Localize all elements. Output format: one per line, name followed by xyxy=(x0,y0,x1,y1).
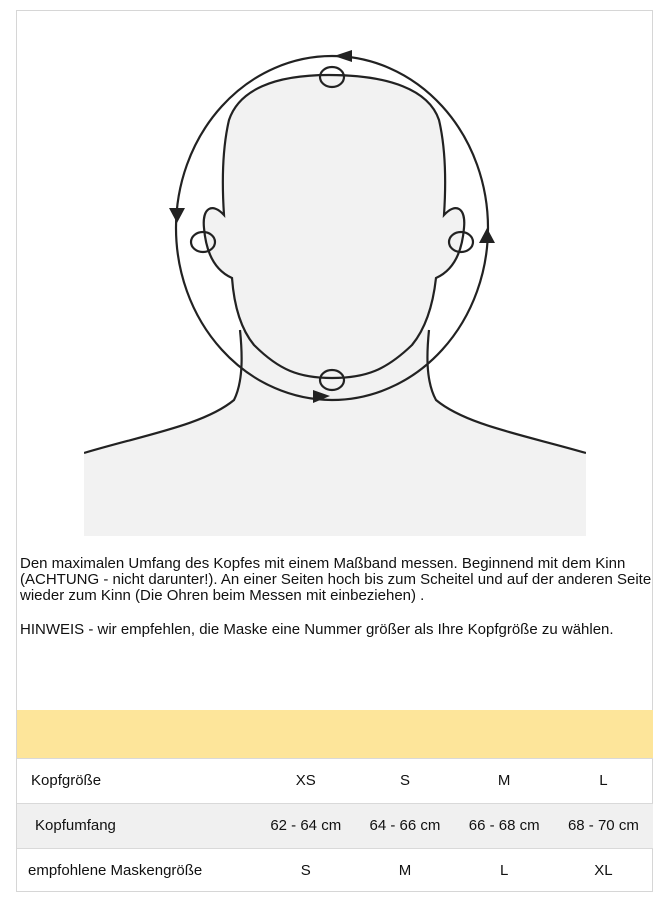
row-label: Kopfumfang xyxy=(35,817,116,834)
cell: S xyxy=(399,772,410,789)
cell: L xyxy=(500,862,509,880)
arrow-right xyxy=(479,228,495,243)
cell: L xyxy=(599,772,608,789)
table-row xyxy=(17,758,653,803)
cell: M xyxy=(497,772,511,789)
cell: 66 - 68 cm xyxy=(468,817,540,834)
table-row xyxy=(17,848,653,893)
row-label: Kopfgröße xyxy=(31,772,102,789)
arrow-top xyxy=(334,50,352,62)
cell: 68 - 70 cm xyxy=(567,817,639,834)
row-label: empfohlene Maskengröße xyxy=(28,862,203,880)
cell: M xyxy=(398,862,412,880)
table-row xyxy=(17,803,653,848)
size-hint: HINWEIS - wir empfehlen, die Maske eine Nummer größer als Ihre Kopfgröße zu wählen. xyxy=(20,621,614,638)
cell: S xyxy=(300,862,311,880)
cell: XS xyxy=(295,772,316,789)
cell: 64 - 66 cm xyxy=(369,817,441,834)
cell: XL xyxy=(594,862,613,880)
cell: 62 - 64 cm xyxy=(270,817,342,834)
head-measurement-illustration xyxy=(84,30,586,536)
measurement-instructions: Den maximalen Umfang des Kopfes mit einem Maßband messen. Beginnend mit dem Kinn (ACHTUNG - nicht darunter!). An einer Seiten hoch bis zum Scheitel und auf der anderen Seite wieder zum Kinn (Die Ohren beim Messen mit einbeziehen) . xyxy=(20,555,652,604)
size-table xyxy=(17,710,653,893)
arrow-left xyxy=(169,208,185,223)
table-header-bar xyxy=(17,710,653,758)
